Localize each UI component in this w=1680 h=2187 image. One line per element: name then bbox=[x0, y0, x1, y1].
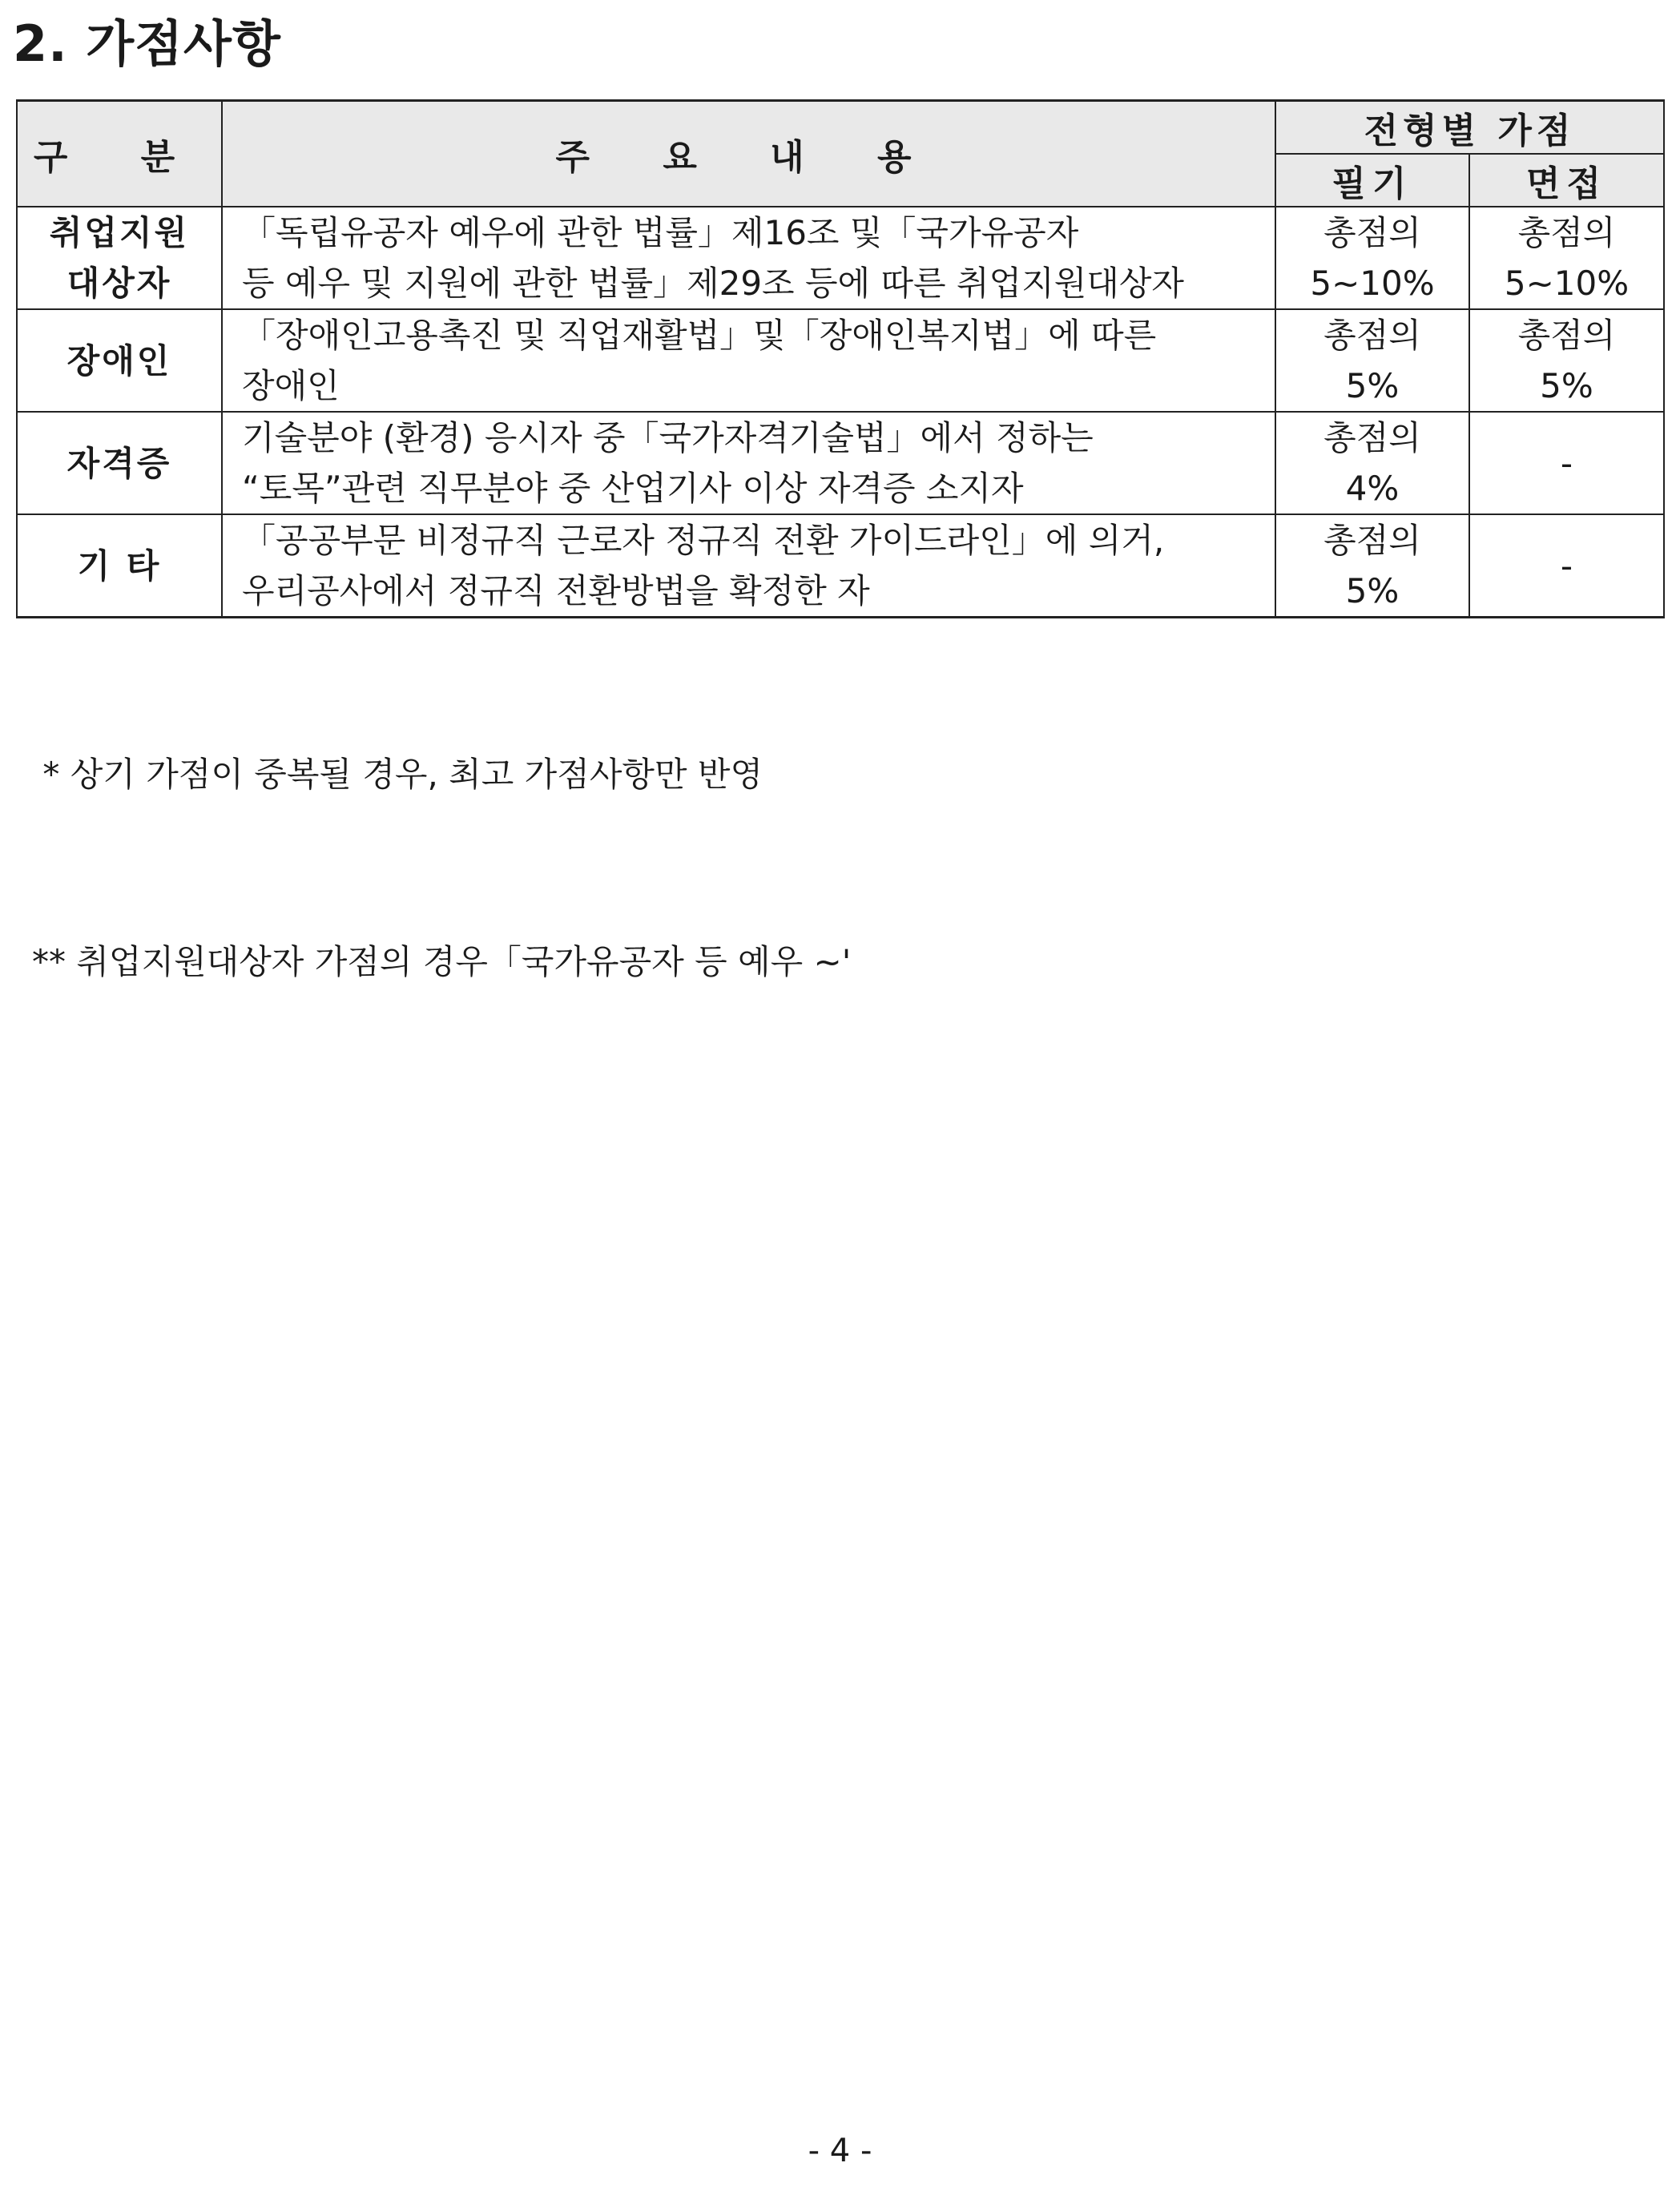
bonus-points-table bbox=[16, 99, 1665, 618]
table-row bbox=[17, 309, 1664, 412]
row-written-bonus: 총점의 5% bbox=[1275, 309, 1469, 412]
header-interview: 면접 bbox=[1469, 154, 1664, 207]
row-written-bonus: 총점의 5% bbox=[1275, 514, 1469, 618]
row-written-bonus: 총점의 4% bbox=[1275, 412, 1469, 514]
footnotes bbox=[32, 618, 851, 1056]
table-row bbox=[17, 412, 1664, 514]
row-interview-bonus: 총점의 5~10% bbox=[1469, 207, 1664, 309]
footnote-employment-support: ** 취업지원대상자 가점의 경우「국가유공자 등 예우 ~' bbox=[32, 942, 852, 981]
row-content: 「장애인고용촉진 및 직업재활법」및「장애인복지법」에 따른 장애인 bbox=[222, 309, 1275, 412]
row-category: 기 타 bbox=[17, 514, 222, 618]
row-content: 「독립유공자 예우에 관한 법률」제16조 및「국가유공자 등 예우 및 지원에 관한 법률」제29조 등에 따른 취업지원대상자 bbox=[222, 207, 1275, 309]
row-category: 취업지원 대상자 bbox=[17, 207, 222, 309]
row-interview-bonus: - bbox=[1469, 514, 1664, 618]
footnote-duplicate-bonus: * 상기 가점이 중복될 경우, 최고 가점사항만 반영 bbox=[32, 755, 763, 794]
row-written-bonus: 총점의 5~10% bbox=[1275, 207, 1469, 309]
row-content: 「공공부문 비정규직 근로자 정규직 전환 가이드라인」에 의거, 우리공사에서 정규직 전환방법을 확정한 자 bbox=[222, 514, 1275, 618]
header-bonus-by-type: 전형별 가점 bbox=[1275, 101, 1664, 155]
row-content: 기술분야 (환경) 응시자 중「국가자격기술법」에서 정하는 “토목”관련 직무분야 중 산업기사 이상 자격증 소지자 bbox=[222, 412, 1275, 514]
page-title: 2. 가점사항 bbox=[13, 14, 281, 73]
row-category: 장애인 bbox=[17, 309, 222, 412]
row-category: 자격증 bbox=[17, 412, 222, 514]
header-written: 필기 bbox=[1275, 154, 1469, 207]
table-row bbox=[17, 514, 1664, 618]
table-row bbox=[17, 207, 1664, 309]
header-category: 구 분 bbox=[17, 101, 222, 207]
row-interview-bonus: - bbox=[1469, 412, 1664, 514]
page-number: - 4 - bbox=[808, 2133, 872, 2169]
header-content: 주 요 내 용 bbox=[222, 101, 1275, 207]
row-interview-bonus: 총점의 5% bbox=[1469, 309, 1664, 412]
